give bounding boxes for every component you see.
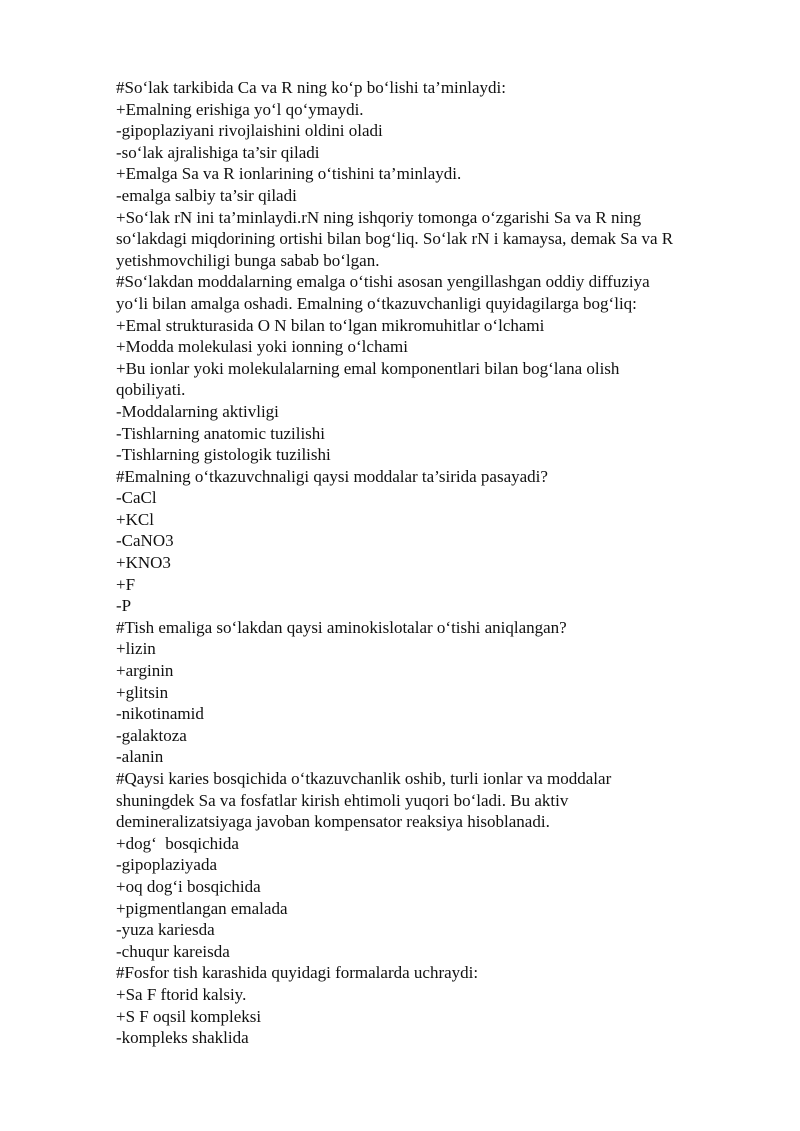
correct-answer-line: +Bu ionlar yoki molekulalarning emal komponentlari bilan bog‘lana olish (116, 358, 620, 378)
correct-answer-line: +glitsin (116, 682, 169, 702)
correct-answer-line: +arginin (116, 661, 174, 681)
wrong-answer-line: -emalga salbiy ta’sir qiladi (116, 185, 297, 205)
continuation-line: so‘lakdagi miqdorining ortishi bilan bog‘liq. So‘lak rN i kamaysa, demak Sa va R (116, 229, 674, 249)
question-line: #Tish emaliga so‘lakdan qaysi aminokislotalar o‘tishi aniqlangan? (116, 617, 567, 637)
correct-answer-line: +KNO3 (116, 553, 171, 573)
wrong-answer-line: -Moddalarning aktivligi (116, 401, 279, 421)
wrong-answer-line: -CaNO3 (116, 531, 174, 551)
wrong-answer-line: -yuza kariesda (116, 920, 215, 940)
correct-answer-line: +dog‘ bosqichida (116, 833, 239, 853)
correct-answer-line: +F (116, 574, 136, 594)
correct-answer-line: +lizin (116, 639, 156, 659)
wrong-answer-line: -kompleks shaklida (116, 1028, 249, 1048)
question-line: #Emalning o‘tkazuvchnaligi qaysi moddalar ta’sirida pasayadi? (116, 466, 548, 486)
correct-answer-line: +Sa F ftorid kalsiy. (116, 984, 247, 1004)
wrong-answer-line: -Tishlarning anatomic tuzilishi (116, 423, 326, 443)
continuation-line: qobiliyati. (116, 380, 186, 400)
wrong-answer-line: -P (116, 596, 132, 616)
wrong-answer-line: -galaktoza (116, 725, 187, 745)
question-line: #Fosfor tish karashida quyidagi formalarda uchraydi: (116, 963, 479, 983)
question-line: #Qaysi karies bosqichida o‘tkazuvchanlik oshib, turli ionlar va moddalar (116, 769, 612, 788)
document-body (116, 77, 756, 1049)
wrong-answer-line: -nikotinamid (116, 704, 204, 724)
wrong-answer-line: -chuqur kareisda (116, 941, 230, 961)
wrong-answer-line: -so‘lak ajralishiga ta’sir qiladi (116, 142, 320, 162)
wrong-answer-line: -gipoplaziyani rivojlaishini oldini oladi (116, 121, 383, 141)
correct-answer-line: +Emalning erishiga yo‘l qo‘ymaydi. (116, 99, 364, 119)
continuation-line: demineralizatsiyaga javoban kompensator reaksiya hisoblanadi. (116, 812, 550, 832)
wrong-answer-line: -alanin (116, 747, 164, 767)
wrong-answer-line: -CaCl (116, 488, 157, 508)
correct-answer-line: +Modda molekulasi yoki ionning o‘lchami (116, 337, 408, 357)
question-line: #So‘lakdan moddalarning emalga o‘tishi asosan yengillashgan oddiy diffuziya (116, 272, 650, 292)
continuation-line: yetishmovchiligi bunga sabab bo‘lgan. (116, 250, 380, 270)
wrong-answer-line: -Tishlarning gistologik tuzilishi (116, 445, 331, 465)
correct-answer-line: +Emalga Sa va R ionlarining o‘tishini ta’minlaydi. (116, 164, 462, 184)
correct-answer-line: +So‘lak rN ini ta’minlaydi.rN ning ishqoriy tomonga o‘zgarishi Sa va R ning (116, 207, 642, 227)
question-line: #So‘lak tarkibida Ca va R ning ko‘p bo‘lishi ta’minlaydi: (116, 78, 506, 97)
correct-answer-line: +S F oqsil kompleksi (116, 1006, 262, 1026)
wrong-answer-line: -gipoplaziyada (116, 855, 218, 875)
continuation-line: yo‘li bilan amalga oshadi. Emalning o‘tkazuvchanligi quyidagilarga bog‘liq: (116, 293, 637, 313)
correct-answer-line: +KCl (116, 509, 154, 529)
correct-answer-line: +oq dog‘i bosqichida (116, 876, 261, 896)
correct-answer-line: +Emal strukturasida O N bilan to‘lgan mikromuhitlar o‘lchami (116, 315, 545, 335)
continuation-line: shuningdek Sa va fosfatlar kirish ehtimoli yuqori bo‘ladi. Bu aktiv (116, 790, 569, 810)
correct-answer-line: +pigmentlangan emalada (116, 898, 288, 918)
